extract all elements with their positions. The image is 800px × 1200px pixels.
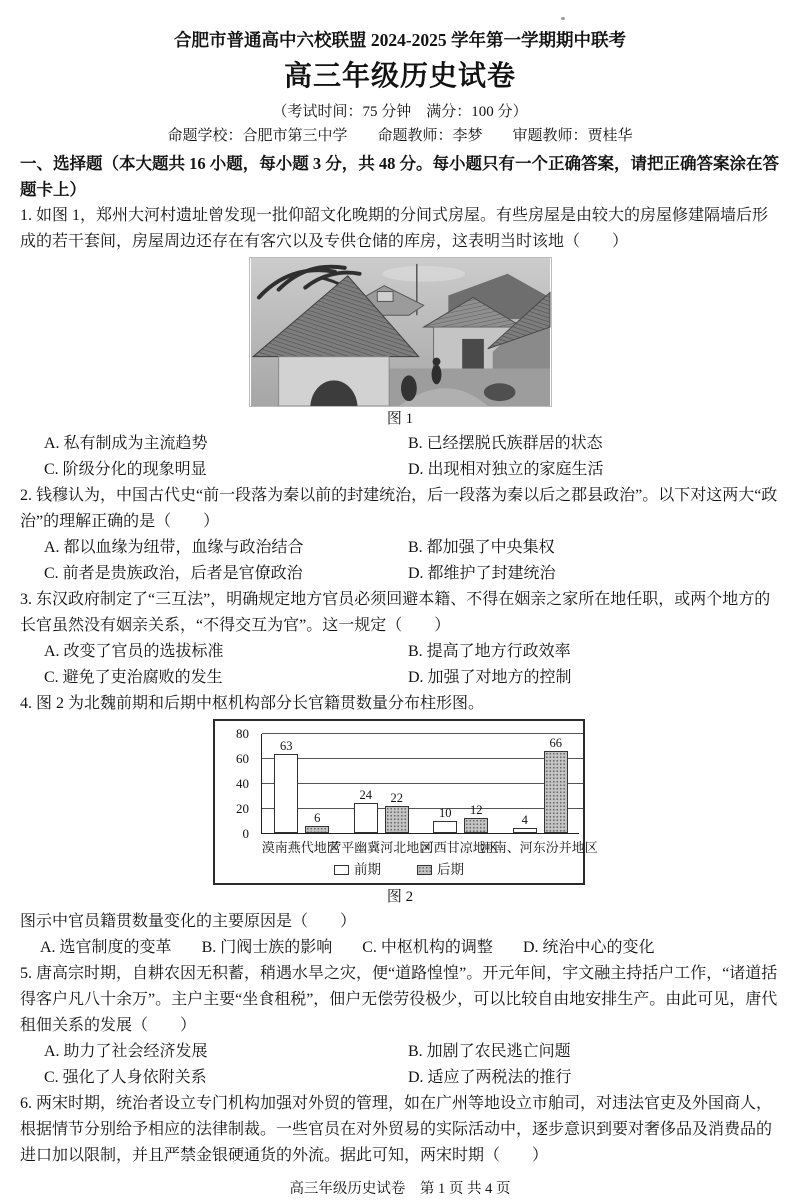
bar-value-后期-2: 12 (470, 803, 483, 817)
question-5-options (20, 1039, 780, 1091)
scan-speck (561, 17, 565, 20)
figure-1 (249, 257, 552, 431)
legend-swatch-后期 (417, 865, 432, 875)
bar-value-前期-3: 4 (521, 813, 528, 827)
legend-item-后期 (417, 860, 464, 880)
question-1-stem: 1. 如图 1，郑州大河村遗址曾发现一批仰韶文化晚期的分间式房屋。有些房屋是由较大的房屋修建隔墙后形成的若干套间，房屋周边还存在有客穴以及专供仓储的库房，这表明当时该地（ ） (20, 207, 769, 250)
figure2-chart (213, 719, 598, 885)
exam-info: （考试时间：75 分钟 满分：100 分） (272, 104, 528, 120)
option-a: A. 私有制成为主流趋势 (44, 435, 208, 452)
y-tick-60: 60 (236, 751, 249, 766)
x-label-3: 河南、河东汾并地区 (480, 840, 598, 855)
bar-value-后期-0: 6 (314, 810, 321, 825)
option-d: D. 出现相对独立的家庭生活 (408, 461, 604, 478)
option-b: B. 已经摆脱氏族群居的状态 (408, 435, 603, 452)
option-c: C. 避免了吏治腐败的发生 (44, 669, 223, 686)
chart-y-axis (215, 726, 255, 841)
bar-前期-1 (354, 803, 378, 833)
question-3-stem: 3. 东汉政府制定了“三互法”，明确规定地方官员必须回避本籍、不得在姻亲之家所在地任职，或两个地方的长官虽然没有姻亲关系，“不得交互为官”。这一规定（ ） (20, 591, 771, 634)
y-tick-0: 0 (242, 826, 249, 841)
question-4-intro: 4. 图 2 为北魏前期和后期中枢机构部分长官籍贯数量分布柱形图。 (20, 695, 485, 712)
question-4-options (20, 935, 780, 961)
option-b: B. 加剧了农民逃亡问题 (408, 1043, 571, 1060)
chart-plot-area (261, 734, 579, 834)
bar-value-前期-0: 63 (280, 739, 293, 754)
option-b: B. 门阀士族的影响 (201, 939, 333, 956)
figure-2-caption: 图 2 (386, 889, 414, 905)
y-tick-80: 80 (236, 726, 249, 741)
legend-label-后期: 后期 (437, 862, 464, 877)
question-2-options (20, 535, 780, 587)
chart-x-axis-labels (261, 838, 598, 860)
x-label-0: 漠南燕代地区 (261, 840, 340, 855)
option-b: B. 提高了地方行政效率 (408, 643, 571, 660)
bar-value-前期-2: 10 (439, 805, 452, 820)
bar-前期-0 (274, 754, 298, 833)
bar-前期-3 (513, 828, 537, 833)
question-1 (20, 203, 780, 483)
x-label-2: 河西甘凉地区 (420, 840, 499, 855)
option-c: C. 阶级分化的现象明显 (44, 461, 207, 478)
league-title: 合肥市普通高中六校联盟 2024-2025 学年第一学期期中联考 (173, 30, 627, 50)
legend-swatch-前期 (334, 865, 349, 875)
bar-value-后期-3: 66 (549, 735, 562, 750)
x-label-1: 营平幽冀河北地区 (328, 840, 433, 855)
question-3-options (20, 639, 780, 691)
section1-heading: 一、选择题（本大题共 16 小题，每小题 3 分，共 48 分。每小题只有一个正确答案，请把正确答案涂在答题卡上） (20, 154, 779, 199)
option-a: A. 选官制度的变革 (40, 939, 172, 956)
staff-info: 命题学校：合肥市第三中学 命题教师：李梦 审题教师：贾桂华 (167, 128, 633, 144)
legend-item-前期 (334, 860, 381, 880)
question-6-stem: 6. 两宋时期，统治者设立专门机构加强对外贸的管理，如在广州等地设立市舶司，对违法官吏及外国商人，根据情节分别给予相应的法律制裁。一些官员在对外贸易的实际活动中，逐步意识到要对奢侈品及消费品的进口加以限制，并且严禁金银硬通货的外流。据此可知，两宋时期（ ） (20, 1095, 773, 1164)
figure-1-caption: 图 1 (386, 411, 414, 427)
option-d: D. 适应了两税法的推行 (408, 1069, 572, 1086)
option-d: D. 都维护了封建统治 (408, 565, 556, 582)
y-tick-40: 40 (236, 776, 249, 791)
question-1-options (20, 431, 780, 483)
question-2-stem: 2. 钱穆认为，中国古代史“前一段落为秦以前的封建统治，后一段落为秦以后之郡县政治”。以下对这两大“政治”的理解正确的是（ ） (20, 487, 778, 530)
question-3 (20, 587, 780, 691)
option-c: C. 强化了人身依附关系 (44, 1069, 207, 1086)
page-footer: 高三年级历史试卷 第 1 页 共 4 页 (289, 1181, 511, 1197)
question-5-stem: 5. 唐高宗时期，自耕农因无积蓄，稍遇水旱之灾，便“道路惶惶”。开元年间，宇文融主持括户工作，“诸道括得客户凡八十余万”。主户主要“坐食租税”，佃户无偿劳役极少，可以比较自由地安排生产。由此可见，唐代租佃关系的发展（ ） (20, 965, 778, 1034)
bar-value-前期-1: 24 (359, 788, 372, 802)
option-d: D. 加强了对地方的控制 (408, 669, 572, 686)
option-a: A. 都以血缘为纽带，血缘与政治结合 (44, 539, 304, 556)
bar-后期-0 (305, 826, 329, 834)
question-6 (20, 1091, 780, 1169)
bar-前期-2 (433, 821, 457, 834)
bar-value-后期-1: 22 (390, 790, 403, 805)
bar-后期-1 (385, 806, 409, 834)
gridline-40 (262, 783, 583, 784)
option-c: C. 前者是贵族政治，后者是官僚政治 (44, 565, 303, 582)
question-4 (20, 691, 780, 961)
y-tick-20: 20 (236, 801, 249, 816)
option-d: D. 统治中心的变化 (522, 939, 655, 956)
figure-2 (213, 719, 780, 885)
question-4-question: 图示中官员籍贯数量变化的主要原因是（ ） (20, 913, 357, 930)
gridline-80 (262, 733, 583, 734)
question-5 (20, 961, 780, 1091)
option-a: A. 助力了社会经济发展 (44, 1043, 208, 1060)
question-2 (20, 483, 780, 587)
chart-legend (215, 860, 583, 880)
gridline-20 (262, 808, 583, 809)
option-a: A. 改变了官员的选拔标准 (44, 643, 224, 660)
legend-label-前期: 前期 (354, 862, 381, 877)
figure1-photo (249, 257, 552, 407)
option-b: B. 都加强了中央集权 (408, 539, 555, 556)
bar-后期-2 (464, 818, 488, 833)
option-c: C. 中枢机构的调整 (362, 939, 493, 956)
paper-title: 高三年级历史试卷 (283, 61, 516, 92)
gridline-60 (262, 758, 583, 759)
bar-后期-3 (544, 751, 568, 834)
